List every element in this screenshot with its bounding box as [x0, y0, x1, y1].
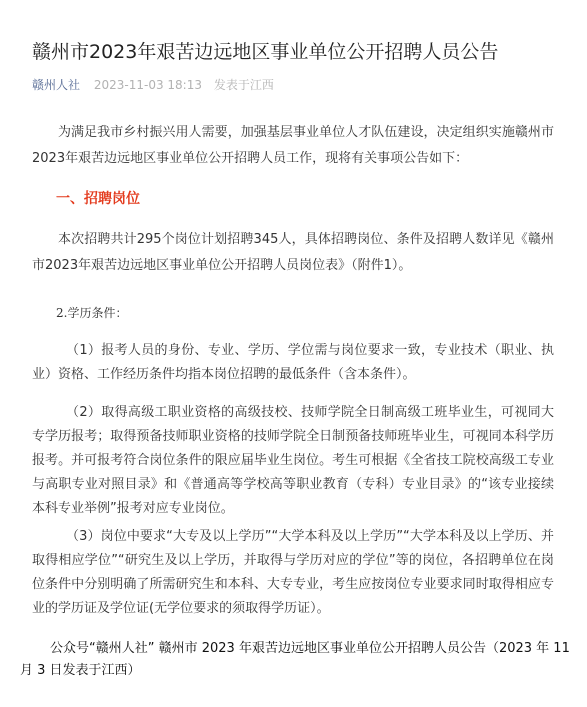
publish-location: 发表于江西	[213, 78, 274, 92]
intro-paragraph: 为满足我市乡村振兴用人需要，加强基层事业单位人才队伍建设，决定组织实施赣州市2023年艰苦边远地区事业单位公开招聘人员工作，现将有关事项公告如下：	[32, 125, 554, 166]
education-heading: 2.学历条件：	[56, 306, 128, 320]
article-title: 赣州市2023年艰苦边远地区事业单位公开招聘人员公告	[32, 41, 499, 63]
article-meta	[32, 77, 274, 93]
positions-paragraph: 本次招聘共计295个岗位计划招聘345人，具体招聘岗位、条件及招聘人数详见《赣州市2023年艰苦边远地区事业单位公开招聘人员岗位表》（附件1）。	[32, 232, 554, 273]
image-caption: 公众号“赣州人社” 赣州市 2023 年艰苦边远地区事业单位公开招聘人员公告（2023 年 11 月 3 日发表于江西）	[20, 641, 570, 678]
education-item-3: （3）岗位中要求“大专及以上学历”“大学本科及以上学历”“大学本科及以上学历、并取得相应学位”“研究生及以上学历，并取得与学历对应的学位”等的岗位，各招聘单位在岗位条件中分别明确了所需研究生和本科、大专专业，考生应按岗位专业要求同时取得相应专业的学历证及学位证(无学位要求的须取得学历证）。	[32, 529, 554, 616]
education-item-1: （1）报考人员的身份、专业、学历、学位需与岗位要求一致，专业技术（职业、执业）资格、工作经历条件均指本岗位招聘的最低条件（含本条件）。	[32, 343, 554, 382]
section-heading-positions: 一、招聘岗位	[56, 191, 140, 207]
publish-date: 2023-11-03 18:13	[93, 78, 202, 92]
education-item-2: （2）取得高级工职业资格的高级技校、技师学院全日制高级工班毕业生，可视同大专学历报考；取得预备技师职业资格的技师学院全日制预备技师班毕业生，可视同本科学历报考。并可报考符合岗位条件的限应届毕业生岗位。考生可根据《全省技工院校高级工专业与高职专业对照目录》和《普通高等学校高等职业教育（专科）专业目录》的“该专业接续本科专业举例”报考对应专业岗位。	[32, 405, 554, 516]
account-name-link[interactable]: 赣州人社	[32, 78, 81, 92]
